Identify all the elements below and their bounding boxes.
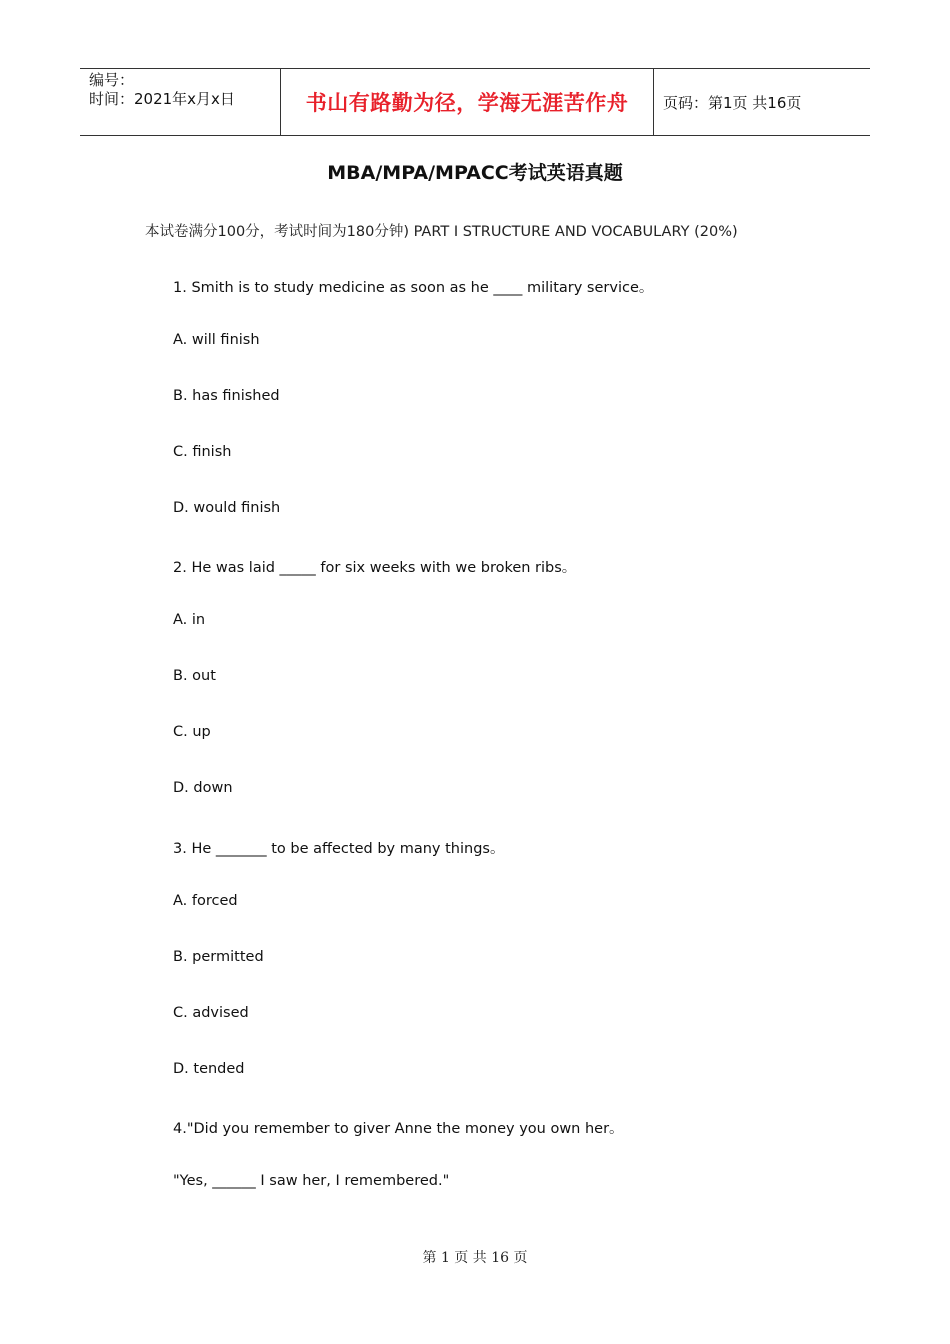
page-footer: 第 1 页 共 16 页 [422, 1250, 528, 1266]
header-meta-cell [80, 69, 281, 135]
option-3b: B. permitted [173, 949, 264, 965]
page-info: 页码：第1页 共16页 [663, 93, 802, 112]
header-motto-cell [281, 69, 654, 135]
date-label: 时间：2021年x月x日 [89, 90, 235, 108]
option-1b: B. has finished [173, 388, 280, 404]
option-1c: C. finish [173, 444, 232, 460]
question-1: 1. Smith is to study medicine as soon as he ____ military service。 [173, 280, 654, 296]
option-2d: D. down [173, 780, 233, 796]
option-3c: C. advised [173, 1005, 249, 1021]
question-4-answer-line: "Yes, ______ I saw her, I remembered." [173, 1173, 450, 1189]
question-2: 2. He was laid _____ for six weeks with we broken ribs。 [173, 560, 577, 576]
motto-text: 书山有路勤为径，学海无涯苦作舟 [305, 91, 629, 115]
question-4: 4."Did you remember to giver Anne the money you own her。 [173, 1121, 624, 1137]
option-2b: B. out [173, 668, 216, 684]
exam-intro: 本试卷满分100分，考试时间为180分钟) PART I STRUCTURE AND VOCABULARY (20%) [145, 224, 738, 240]
option-1d: D. would finish [173, 500, 281, 516]
option-3a: A. forced [173, 893, 238, 909]
serial-label: 编号： [89, 71, 135, 89]
option-1a: A. will finish [173, 332, 260, 348]
option-2a: A. in [173, 612, 206, 628]
option-3d: D. tended [173, 1061, 245, 1077]
header-table [80, 68, 870, 136]
document-title: MBA/MPA/MPACC考试英语真题 [327, 162, 623, 184]
option-2c: C. up [173, 724, 211, 740]
question-3: 3. He _______ to be affected by many things。 [173, 841, 505, 857]
header-page-cell [654, 69, 870, 135]
